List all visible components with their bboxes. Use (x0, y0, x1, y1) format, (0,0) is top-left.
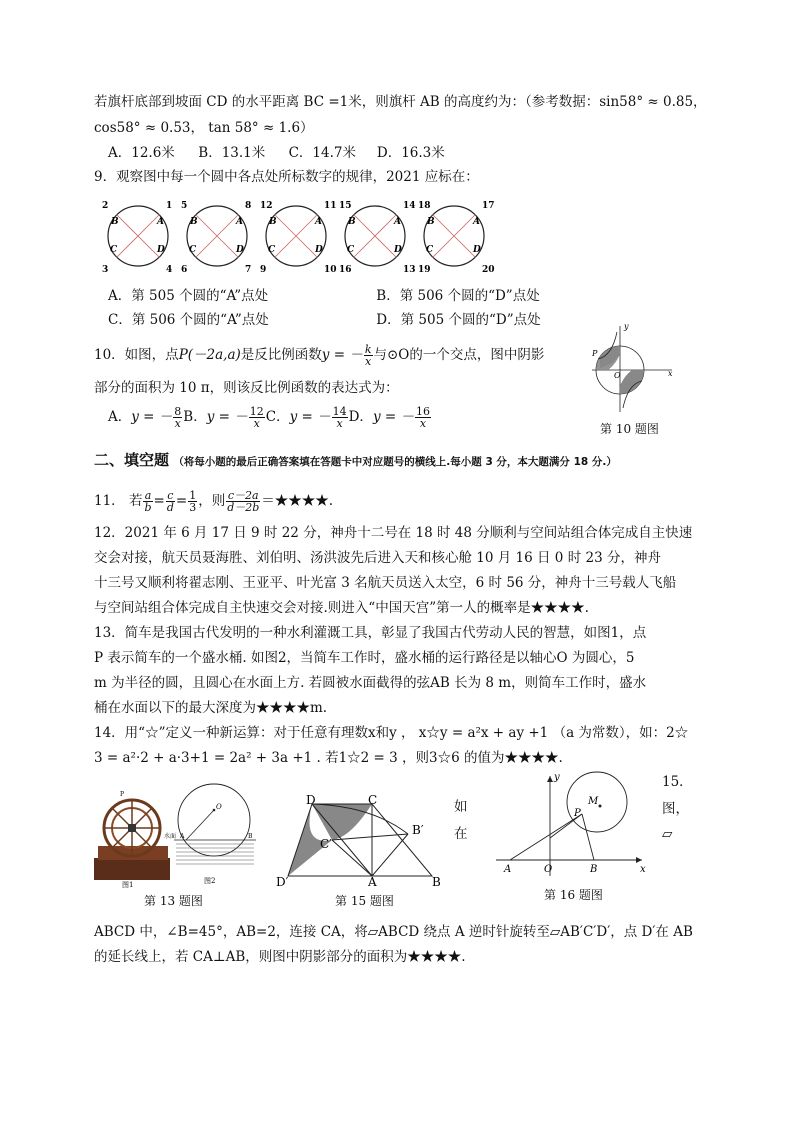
q10-option-b: B．y = － $\frac{12}{x}$ (183, 405, 264, 430)
q12-line2: 交会对接，航天员聂海胜、刘伯明、汤洪波先后进入天和核心舱 10 月 16 日 0 时 23 分，神舟 (94, 550, 661, 566)
q10-fig-x: x (668, 369, 673, 378)
q9-circle-3-point-b: B (269, 217, 277, 227)
section2-note: （将每小题的最后正确答案填在答题卡中对应题号的横线上.每小题 3 分，本大题满分 18 分.） (173, 456, 617, 468)
q9-circle-2-point-a: A (236, 217, 243, 227)
q10-options (108, 406, 432, 429)
q11-pre: 11． 若 (94, 493, 143, 509)
q9-circle-4 (339, 201, 416, 275)
q10-option-a: A．y = － $\frac{8}{x}$ (108, 405, 182, 430)
q11-f2-num: c (167, 489, 174, 502)
q13-fig2-circle (164, 780, 260, 890)
q8-option-b: B．13.1米 (198, 145, 266, 161)
q9-option-c: C．第 506 个圆的“A”点处 (108, 312, 269, 328)
q15-label-dp: D′ (276, 875, 289, 889)
q10-text-a: 10．如图，点 (94, 347, 179, 363)
q9-circle-4-point-d: D (394, 245, 402, 255)
q9-circle-2 (181, 201, 251, 275)
q13-fig2-b: B (248, 833, 253, 840)
q9-circle-4-point-a: A (394, 217, 401, 227)
q10-fig-p: P (592, 349, 598, 358)
q9-circle-2-num-br: 7 (245, 265, 252, 275)
q10-text-c: 是反比例函数 (240, 347, 322, 363)
q9-circle-5-num-br: 20 (482, 265, 495, 275)
q12-line4: 与空间站组合体完成自主快速交会对接.则进入“中国天宫”第一人的概率是★★★★. (94, 600, 589, 616)
q9-circle-1-point-d: D (157, 245, 165, 255)
q9-circle-3-num-bl: 9 (260, 265, 267, 275)
q16-label-b: B (590, 864, 598, 875)
q9-circle-5-point-c: C (426, 245, 434, 255)
q14-line2: 3 = a²·2 + a·3+1 = 2a² + 3a +1 . 若1☆2 = 3 ，则3☆6 的值为★★★★. (94, 750, 563, 766)
q11-f3-num: 1 (189, 489, 197, 502)
q10-option-c: C．y = － $\frac{14}{x}$ (265, 405, 347, 430)
q9-circle-5-point-b: B (427, 217, 435, 227)
q15-label-b: B (432, 875, 441, 889)
q9-circle-2-point-c: C (189, 245, 197, 255)
q11-mid: ，则 (198, 493, 226, 509)
q11-f2-den: d (166, 501, 174, 514)
q13-line1: 13．简车是我国古代发明的一种水利灌溉工具，彰显了我国古代劳动人民的智慧，如图1，点 (94, 625, 647, 641)
q9-circle-1-num-tl: 2 (102, 201, 109, 211)
q16-label-p: P (574, 808, 581, 819)
q10-line2: 部分的面积为 10 π，则该反比例函数的表达式为： (94, 380, 399, 396)
q9-circle-2-num-bl: 6 (181, 265, 188, 275)
q11-f4-num: c－2a (227, 489, 259, 502)
q16-label-a: A (504, 864, 512, 875)
q9-circle-1-point-b: B (111, 217, 119, 227)
q13-fig2-a: A (180, 833, 185, 840)
section2-title: 二、填空题 (94, 451, 170, 469)
q9-circle-3-point-a: A (315, 217, 322, 227)
q9-option-b: B．第 506 个圆的“D”点处 (376, 288, 540, 304)
q9-circle-4-point-c: C (347, 245, 355, 255)
q11-post: ＝★★★★. (261, 493, 334, 509)
q11-line: 11． 若 $\frac{a}{b}$ = $\frac{c}{d}$ = $\frac{1}{3}$ ，则 $\frac{c-2a}{d-2b}$ ＝★★★★. (94, 489, 334, 514)
q15-label-d: D (306, 793, 316, 807)
q9-circle-4-num-tl: 15 (339, 201, 352, 211)
q8-option-c: C．14.7米 (288, 145, 356, 161)
q13-fig1-label: 图1 (122, 881, 134, 889)
q13-fig2-o: O (216, 803, 222, 811)
q9-circle-4-num-br: 13 (403, 265, 416, 275)
q9-circle-1 (102, 201, 172, 275)
q9-circle-1-point-a: A (157, 217, 164, 227)
q15-label-cp: C′ (320, 837, 332, 851)
q10-text-d: 与⊙O的一个交点，图中阴影 (373, 347, 545, 363)
section2-header (94, 450, 617, 472)
q9-circle-2-point-d: D (236, 245, 244, 255)
q15-figure (272, 793, 448, 889)
q9-options-row2 (108, 310, 541, 330)
q9-circle-5-num-bl: 19 (418, 265, 431, 275)
q9-circle-5-point-a: A (473, 217, 480, 227)
q13-line4: 桶在水面以下的最大深度为★★★★m. (94, 700, 328, 716)
q9-circle-3-point-c: C (268, 245, 276, 255)
q10-option-d: D．y = － $\frac{16}{x}$ (348, 405, 430, 430)
q9-circle-4-point-b: B (348, 217, 356, 227)
q11-f1-num: a (144, 489, 152, 502)
q9-circle-2-num-tr: 8 (245, 201, 252, 211)
q13-fig1-p-label: P (120, 791, 125, 798)
q15-side-ru: 如 (454, 799, 468, 815)
q9-circle-1-num-br: 4 (166, 265, 173, 275)
q15-caption: 第 15 题图 (335, 894, 394, 908)
q12-line3: 十三号又顺利将翟志刚、王亚平、叶光富 3 名航天员送入太空，6 时 56 分，神舟十三号载人飞船 (94, 575, 677, 591)
q15-number: 15． (662, 774, 693, 790)
q9-option-a: A．第 505 个圆的“A”点处 (108, 288, 269, 304)
q11-f1-den: b (144, 501, 152, 514)
q16-label-x: x (640, 864, 646, 875)
q10-frac-num: k (364, 343, 372, 356)
q9-options-row1 (108, 286, 540, 306)
q9-circle-3-num-tl: 12 (260, 201, 273, 211)
q15-label-a: A (368, 875, 377, 889)
q16-caption: 第 16 题图 (544, 888, 603, 902)
q9-circle-5-num-tl: 18 (418, 201, 431, 211)
q16-label-y: y (554, 772, 560, 783)
q13-line2: P 表示简车的一个盛水桶. 如图2，当简车工作时，盛水桶的运行路径是以轴心O 为圆心，5 (94, 650, 635, 666)
q11-f3-den: 3 (189, 501, 197, 514)
q13-fig1-waterwheel (92, 780, 172, 890)
q15-label-bp: B′ (412, 823, 424, 837)
q9-circle-1-num-tr: 1 (166, 201, 173, 211)
q15-para-symbol: ▱ (662, 826, 673, 842)
q9-option-d: D．第 505 个圆的“D”点处 (376, 312, 541, 328)
q16-figure (492, 770, 652, 880)
q8-line2: cos58° ≈ 0.53， tan 58° ≈ 1.6） (94, 120, 314, 136)
q10-figure (588, 320, 678, 415)
q12-line1: 12．2021 年 6 月 17 日 9 时 22 分，神舟十二号在 18 时 48 分顺利与空间站组合体完成自主快速 (94, 525, 693, 541)
q15-line1: ABCD 中，∠B=45°，AB=2，连接 CA，将▱ABCD 绕点 A 逆时针旋转至▱AB′C′D′，点 D′在 AB (94, 924, 693, 940)
q13-fig2-label: 图2 (204, 877, 216, 885)
q9-circle-3-num-tr: 11 (324, 201, 337, 211)
q8-options (108, 143, 445, 163)
q8-line1: 若旗杆底部到坡面 CD 的水平距离 BC =1米，则旗杆 AB 的高度约为：（参考数据：sin58° ≈ 0.85， (94, 94, 707, 110)
q9-circle-4-num-bl: 16 (339, 265, 352, 275)
q8-option-a: A．12.6米 (108, 145, 175, 161)
q9-circle-1-point-c: C (110, 245, 118, 255)
q9-circles-figure (98, 196, 508, 276)
q10-caption: 第 10 题图 (600, 422, 659, 436)
q13-fig2-water: 水面 (164, 833, 177, 840)
q9-circle-5-point-d: D (473, 245, 481, 255)
q16-label-m: M (588, 796, 599, 807)
q14-line1: 14．用“☆”定义一种新运算：对于任意有理数x和y ， x☆y = a²x + ay +1 （a 为常数），如：2☆ (94, 725, 689, 741)
q9-circle-3-num-br: 10 (324, 265, 337, 275)
q10-frac-den: x (365, 355, 372, 368)
q16-label-o: O (544, 864, 553, 875)
q10-line1: 10．如图，点P(－2a,a)是反比例函数y = － $\frac{k}{x}$ 与⊙O的一个交点，图中阴影 (94, 343, 545, 368)
q11-f4-den: d－2b (227, 501, 260, 514)
q13-line3: m 为半径的圆，且圆心在水面上方. 若圆被水面截得的弦AB 长为 8 m，则简车工作时，盛水 (94, 675, 647, 691)
q8-option-d: D．16.3米 (376, 145, 445, 161)
q9-circle-3 (260, 201, 337, 275)
q9-circle-5-num-tr: 17 (482, 201, 495, 211)
q9-circle-5 (418, 201, 495, 275)
q13-caption: 第 13 题图 (144, 894, 203, 908)
q9-stem: 9．观察图中每一个圆中各点处所标数字的规律，2021 应标在： (94, 169, 479, 185)
q10-fig-y: y (624, 322, 629, 331)
q15-label-c: C (368, 793, 378, 807)
q10-point-p: P(－2a,a) (178, 347, 241, 363)
q9-circle-2-point-b: B (190, 217, 198, 227)
q10-fig-o: O (614, 371, 621, 380)
q9-circle-2-num-tl: 5 (181, 201, 188, 211)
q9-circle-3-point-d: D (315, 245, 323, 255)
q9-circle-1-num-bl: 3 (102, 265, 109, 275)
q15-tu: 图， (662, 801, 689, 817)
q9-circle-4-num-tr: 14 (403, 201, 416, 211)
q15-side-zai: 在 (454, 826, 468, 842)
q15-line2: 的延长线上，若 CA⊥AB，则图中阴影部分的面积为★★★★. (94, 949, 466, 965)
